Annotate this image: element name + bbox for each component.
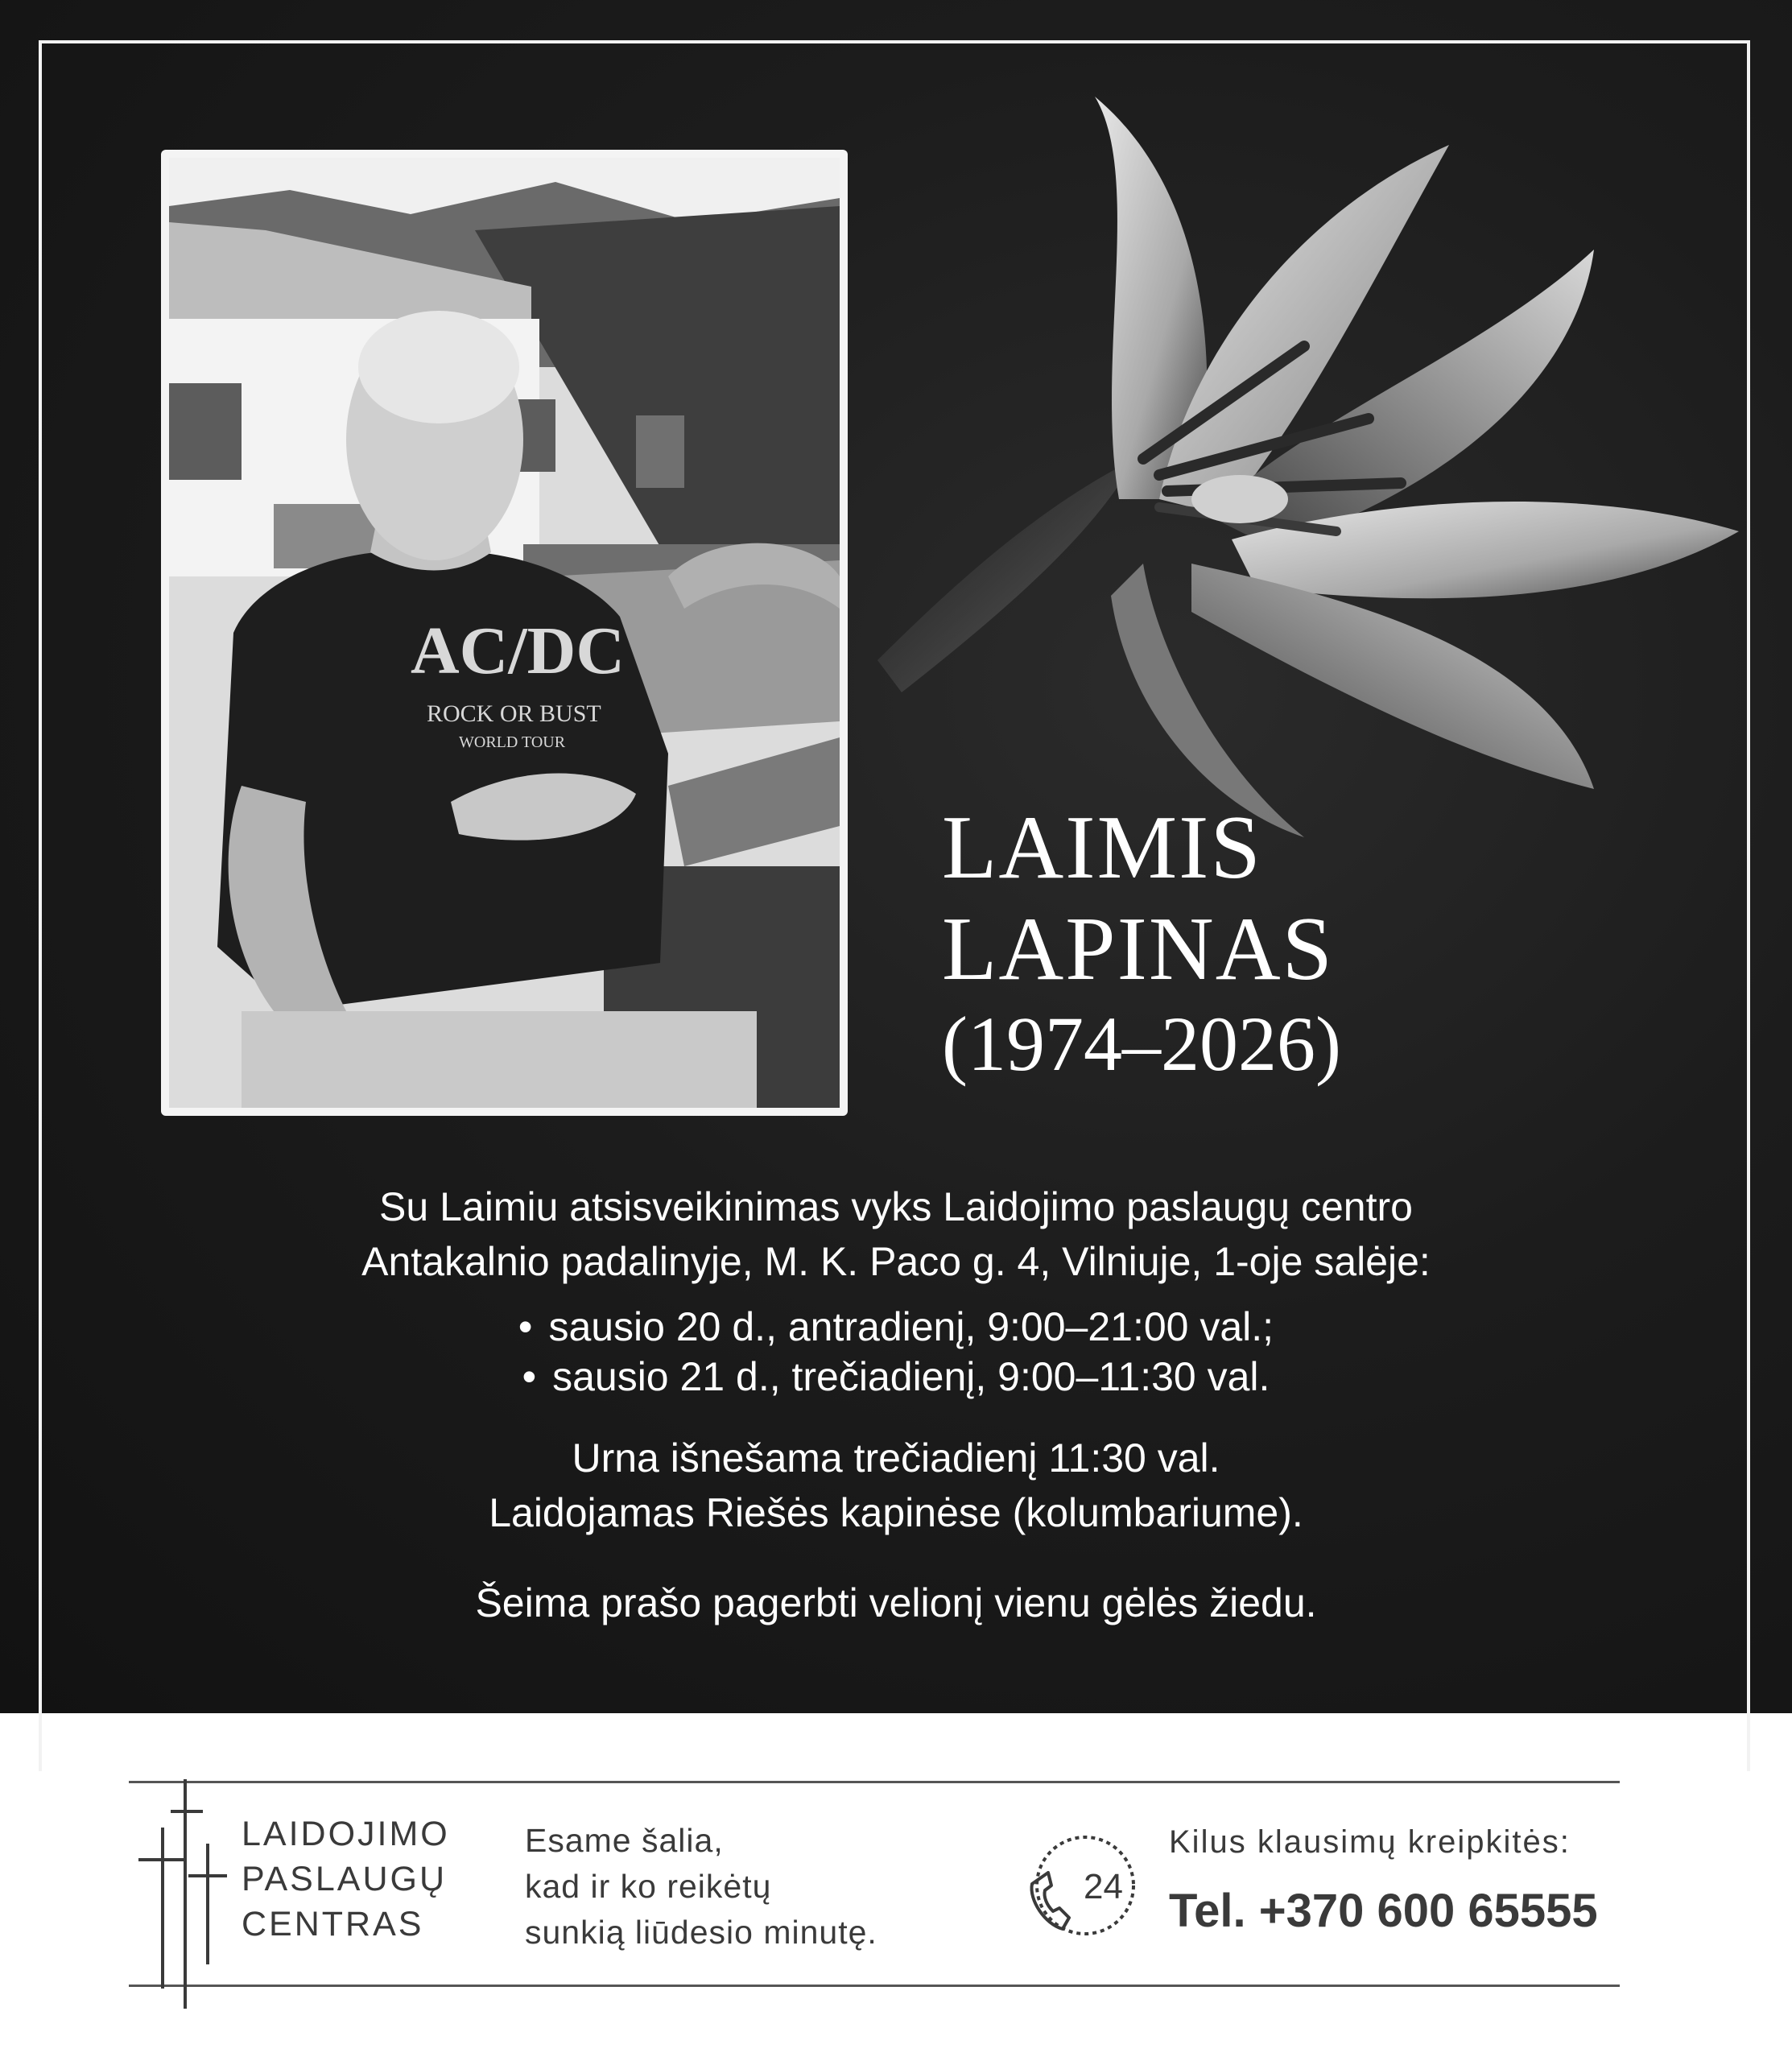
schedule-item: • sausio 20 d., antradienį, 9:00–21:00 val.; (161, 1302, 1631, 1352)
cross-logo-icon (138, 1779, 227, 2009)
life-years: (1974–2026) (942, 1001, 1341, 1087)
tagline-line: kad ir ko reikėtų (525, 1868, 772, 1905)
shirt-line1: ROCK OR BUST (427, 700, 601, 727)
deceased-name-block (942, 797, 1341, 1088)
announcement-text (161, 1179, 1631, 1630)
logo-line: LAIDOJIMO (242, 1815, 450, 1853)
burial-line: Laidojamas Riešės kapinėse (kolumbariume). (489, 1490, 1303, 1535)
shirt-logo: AC/DC (411, 613, 625, 688)
intro-line-1: Su Laimiu atsisveikinimas vyks Laidojimo paslaugų centro (379, 1184, 1413, 1229)
logo-line: PASLAUGŲ (242, 1860, 447, 1898)
contact-label: Kilus klausimų kreipkitės: (1169, 1824, 1571, 1860)
family-request: Šeima prašo pagerbti velionį vienu gėlės žiedu. (475, 1580, 1317, 1625)
shirt-line2: WORLD TOUR (459, 733, 566, 751)
tagline-line: sunkią liūdesio minutę. (525, 1914, 877, 1951)
lily-flower-illustration (853, 81, 1755, 853)
urn-line: Urna išnešama trečiadienį 11:30 val. (572, 1435, 1220, 1481)
contact-phone[interactable]: Tel. +370 600 65555 (1169, 1885, 1598, 1937)
intro-line-2: Antakalnio padalinyje, M. K. Paco g. 4, Vilniuje, 1-oje salėje: (361, 1239, 1431, 1284)
company-logo-text (242, 1811, 450, 1947)
phone-24-icon (1021, 1828, 1142, 1948)
tagline-line: Esame šalia, (525, 1822, 724, 1859)
schedule-list (161, 1302, 1631, 1402)
first-name: LAIMIS (942, 798, 1262, 898)
last-name: LAPINAS (942, 899, 1334, 999)
portrait-photo (161, 150, 848, 1116)
logo-line: CENTRAS (242, 1905, 424, 1943)
schedule-item: • sausio 21 d., trečiadienį, 9:00–11:30 val. (161, 1352, 1631, 1402)
tagline (525, 1818, 877, 1956)
footer-divider-bottom (129, 1985, 1620, 1987)
phone-icon-label: 24 (1084, 1867, 1123, 1906)
footer-divider-top (129, 1781, 1620, 1783)
